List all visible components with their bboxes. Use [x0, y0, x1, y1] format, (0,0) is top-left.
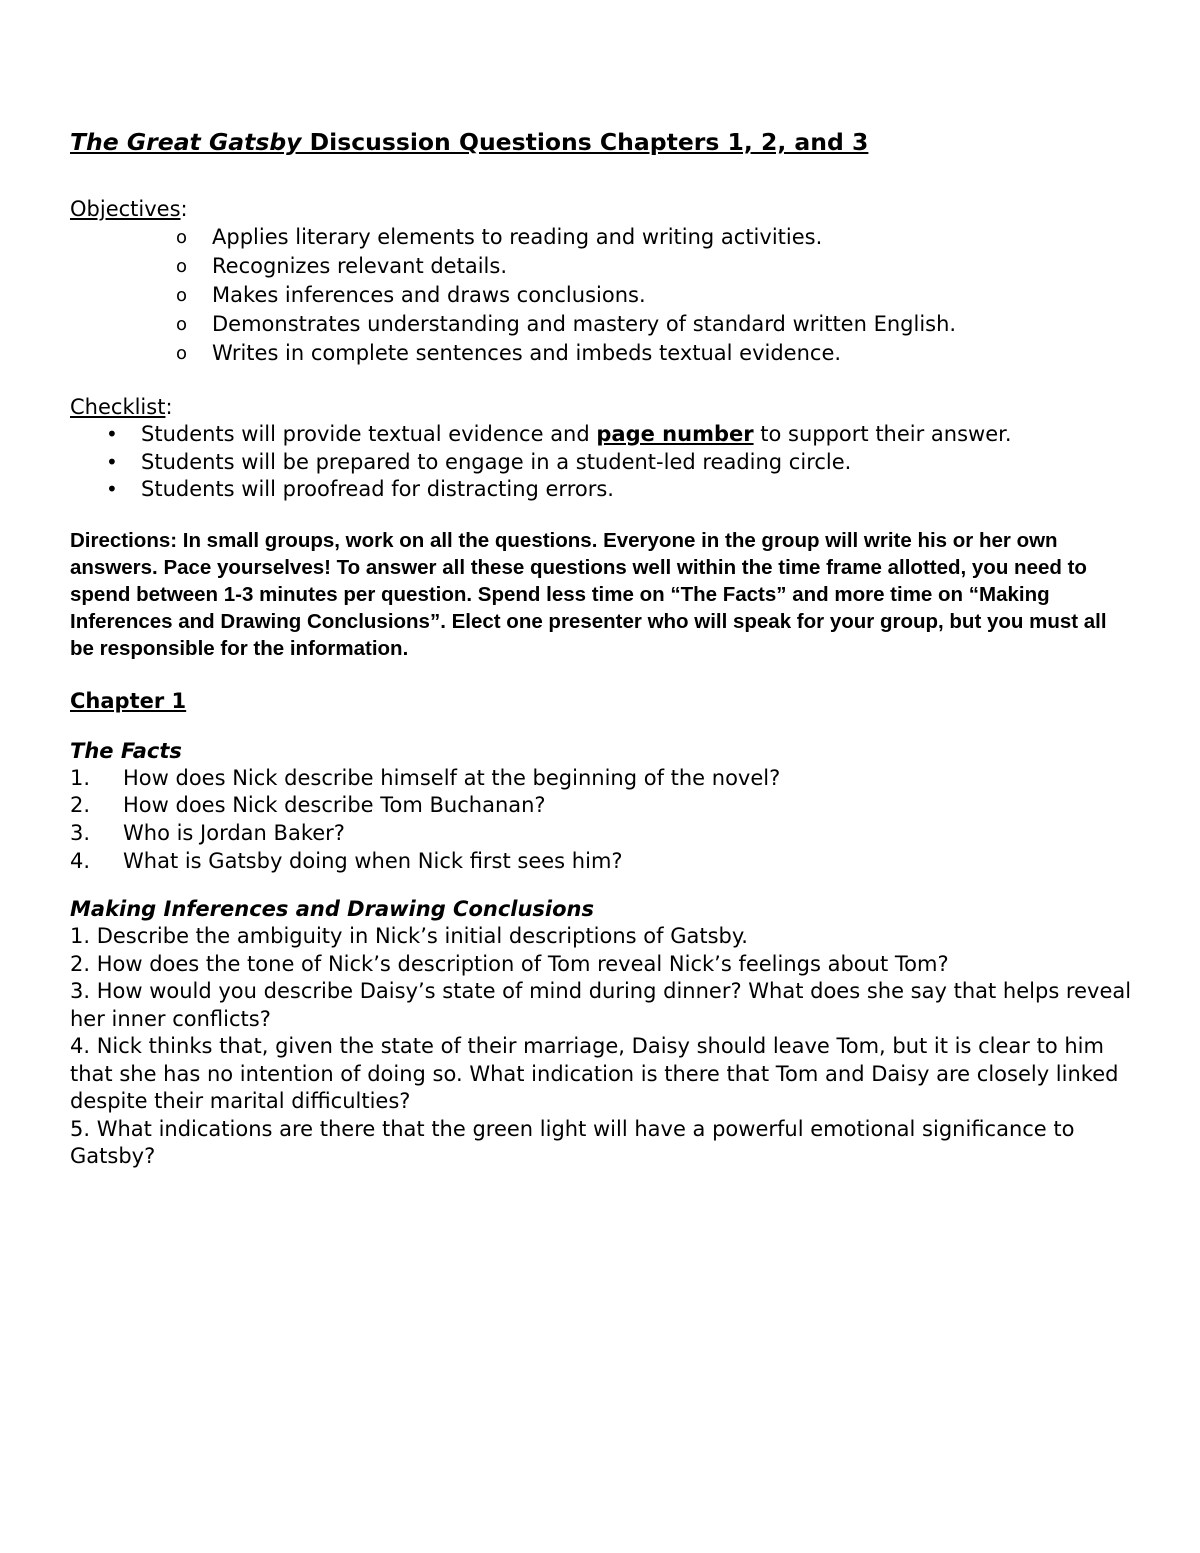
list-item: • Students will proofread for distracting errors.: [70, 476, 1140, 504]
list-item: o Writes in complete sentences and imbeds textual evidence.: [70, 339, 1140, 368]
list-item: o Makes inferences and draws conclusions.: [70, 281, 1140, 310]
question-item: 3. Who is Jordan Baker?: [70, 820, 345, 845]
title-book-name: The Great Gatsby: [70, 128, 302, 156]
circle-bullet-icon: o: [176, 343, 188, 364]
circle-bullet-icon: o: [176, 256, 188, 277]
title-rest: Discussion Questions Chapters 1, 2, and 3: [301, 128, 869, 156]
directions-paragraph: Directions: In small groups, work on all the questions. Everyone in the group will write his or her own answers. Pace yourselves! To answer all these questions well within the time frame allotted, you need to spend between 1-3 minutes per question. Spend less time on “The Facts” and more time on “Making Inferences and Drawing Conclusions”. Elect one presenter who will speak for your group, but you must all be responsible for the information.: [70, 528, 1107, 661]
circle-bullet-icon: o: [176, 227, 188, 248]
bullet-icon: •: [106, 477, 118, 501]
list-item: • Students will be prepared to engage in a student-led reading circle.: [70, 449, 1140, 477]
facts-question-list: [70, 765, 1140, 876]
list-item: o Applies literary elements to reading and writing activities.: [70, 223, 1140, 252]
chapter-heading: Chapter 1: [70, 688, 187, 713]
question-item: 1. Describe the ambiguity in Nick’s initial descriptions of Gatsby.: [70, 924, 748, 949]
question-item: 3. How would you describe Daisy’s state of mind during dinner? What does she say that helps reveal her inner conflicts?: [70, 979, 1132, 1031]
bullet-icon: •: [106, 449, 118, 474]
emphasis-text: page number: [596, 422, 754, 446]
document-title: [70, 126, 1140, 158]
document-page: [70, 126, 1140, 1171]
list-item: o Recognizes relevant details.: [70, 252, 1140, 281]
objectives-list: [70, 223, 1140, 368]
inferences-question-list: [70, 923, 1140, 1171]
checklist-list: [70, 421, 1140, 504]
list-item: • Students will provide textual evidence and page number to support their answer.: [70, 421, 1140, 449]
circle-bullet-icon: o: [176, 285, 188, 306]
inferences-heading: Making Inferences and Drawing Conclusions: [70, 897, 594, 922]
question-item: 2. How does Nick describe Tom Buchanan?: [70, 793, 546, 818]
list-item: o Demonstrates understanding and mastery of standard written English.: [70, 310, 1140, 339]
circle-bullet-icon: o: [176, 314, 188, 335]
question-item: 5. What indications are there that the green light will have a powerful emotional significance to Gatsby?: [70, 1116, 1075, 1169]
objectives-heading: Objectives:: [70, 197, 188, 221]
question-item: 4. What is Gatsby doing when Nick first sees him?: [70, 848, 623, 873]
question-item: 1. How does Nick describe himself at the beginning of the novel?: [70, 765, 781, 790]
checklist-heading: Checklist:: [70, 395, 173, 419]
facts-heading: The Facts: [70, 738, 182, 763]
bullet-icon: •: [106, 422, 118, 446]
question-item: 4. Nick thinks that, given the state of their marriage, Daisy should leave Tom, but it is clear to him that she has no intention of doing so. What indication is there that Tom and Daisy are closely linked despite their marital difficulties?: [70, 1034, 1119, 1114]
question-item: 2. How does the tone of Nick’s description of Tom reveal Nick’s feelings about Tom?: [70, 951, 949, 976]
